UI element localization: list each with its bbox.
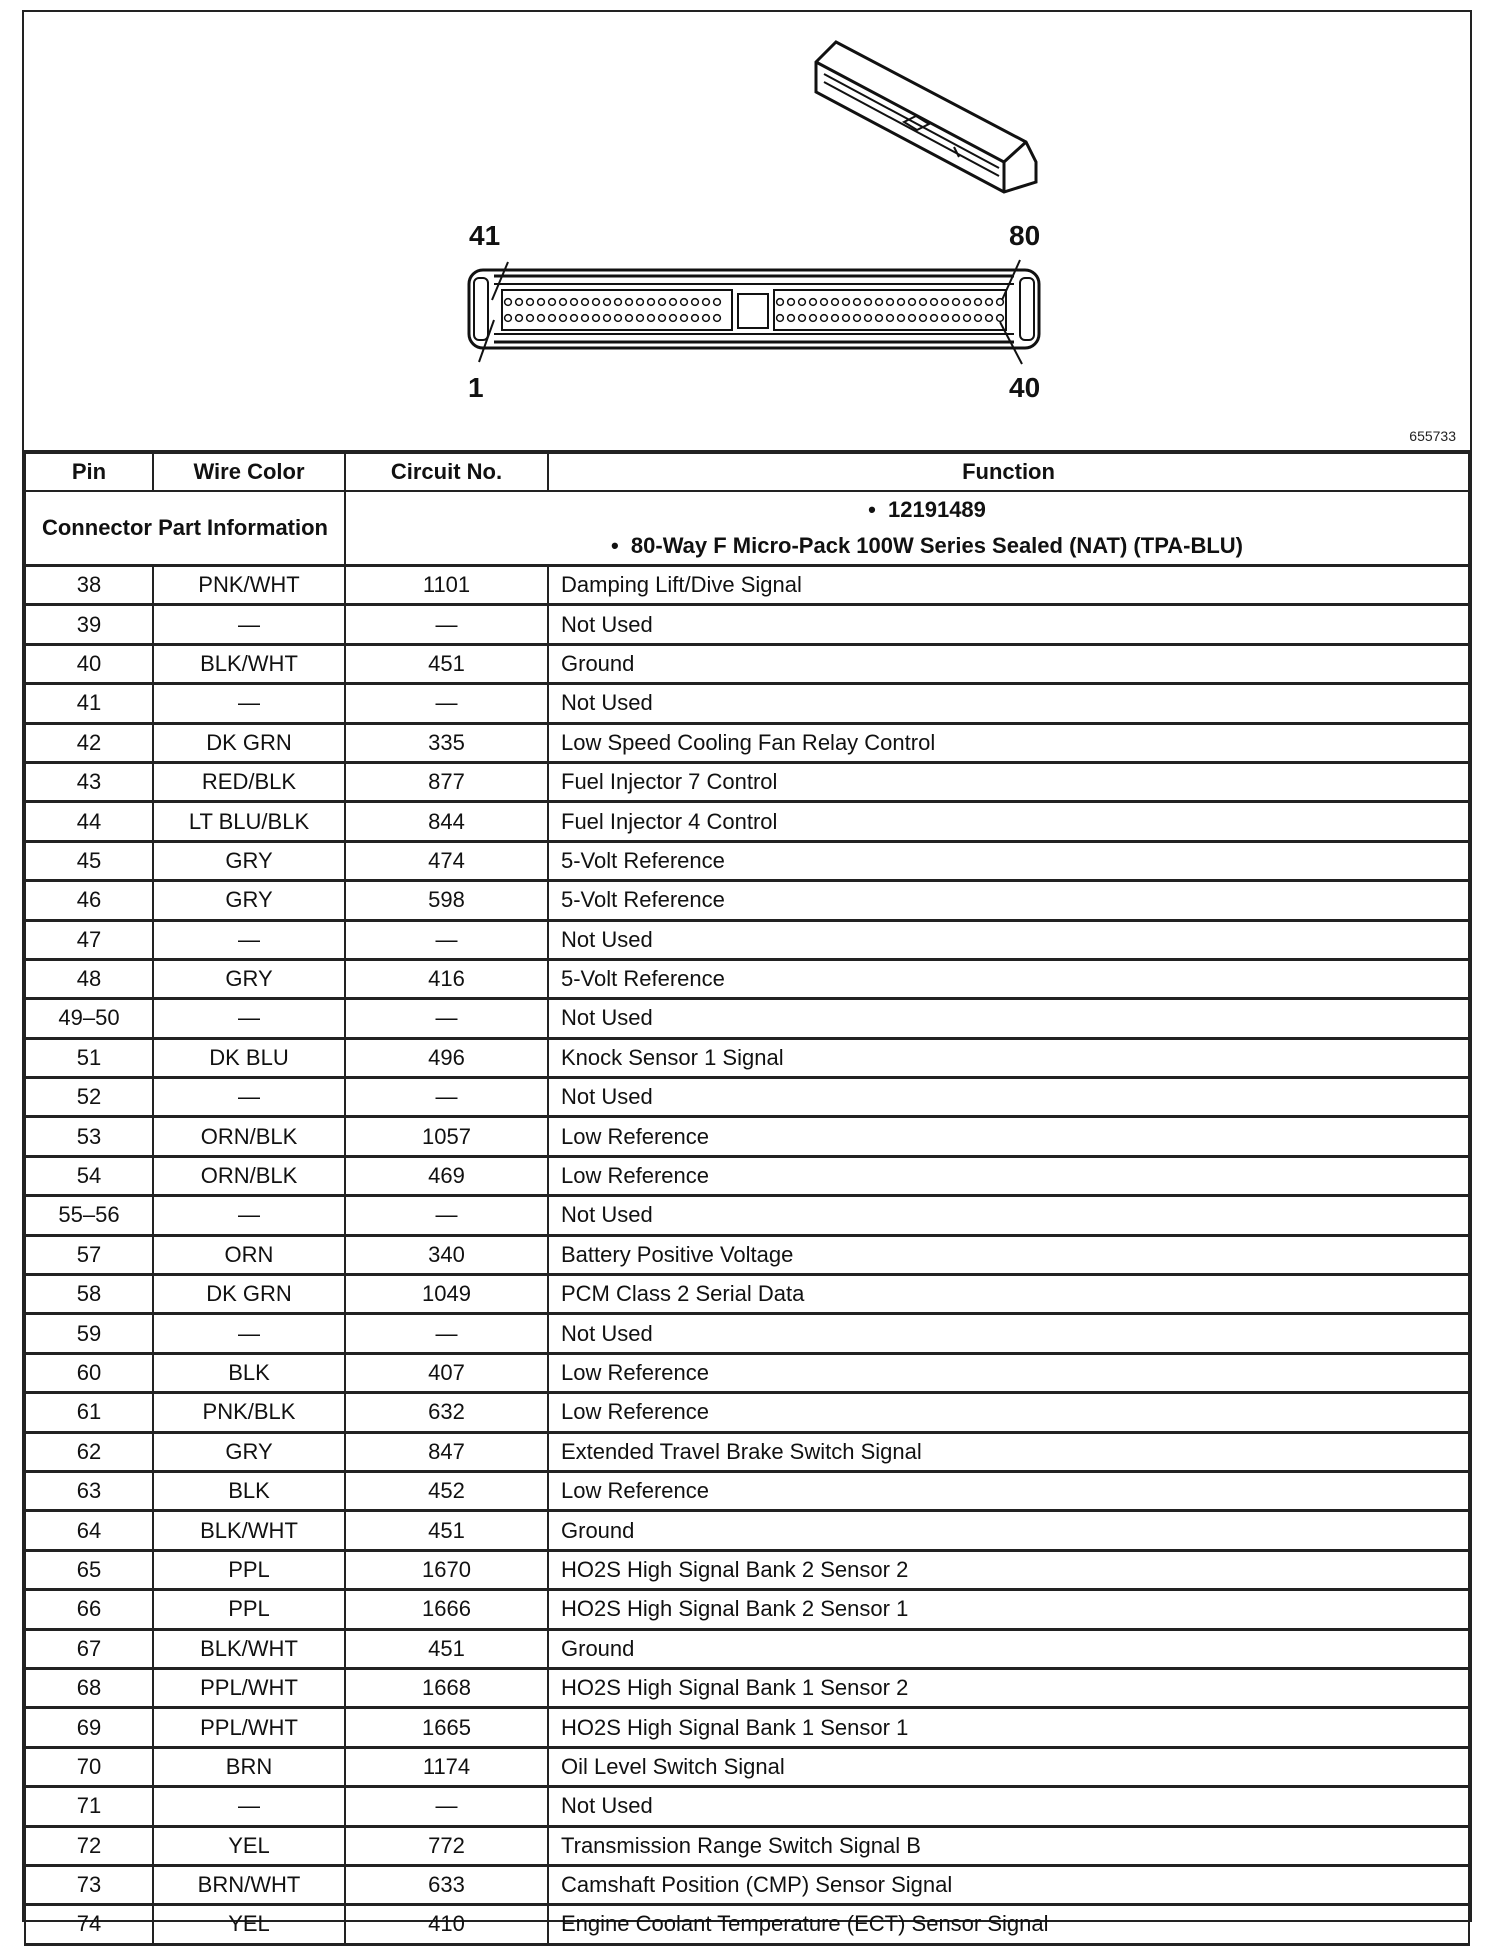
cell-pin: 46 (25, 881, 153, 920)
table-row (25, 1629, 1469, 1668)
cell-wire-color: YEL (153, 1826, 345, 1865)
cell-function: PCM Class 2 Serial Data (548, 1275, 1469, 1314)
cell-function: Not Used (548, 1196, 1469, 1235)
cell-wire-color: — (153, 1787, 345, 1826)
cell-function: Low Reference (548, 1117, 1469, 1156)
cell-function: Not Used (548, 1787, 1469, 1826)
cell-function: 5-Volt Reference (548, 841, 1469, 880)
cell-pin: 69 (25, 1708, 153, 1747)
cell-pin: 61 (25, 1393, 153, 1432)
table-row (25, 1314, 1469, 1353)
table-header (25, 453, 1469, 491)
cell-function: Not Used (548, 999, 1469, 1038)
cell-circuit: 598 (345, 881, 548, 920)
cell-pin: 65 (25, 1550, 153, 1589)
cell-circuit: 496 (345, 1038, 548, 1077)
cell-circuit: 416 (345, 959, 548, 998)
cell-circuit: 1057 (345, 1117, 548, 1156)
cell-wire-color: GRY (153, 1432, 345, 1471)
cell-function: Ground (548, 1629, 1469, 1668)
cell-wire-color: PPL (153, 1590, 345, 1629)
cell-pin: 40 (25, 644, 153, 683)
cell-circuit: — (345, 1078, 548, 1117)
cell-circuit: 632 (345, 1393, 548, 1432)
cell-wire-color: PNK/BLK (153, 1393, 345, 1432)
connector-part-number: • 12191489 (386, 492, 1468, 528)
cell-function: HO2S High Signal Bank 2 Sensor 2 (548, 1550, 1469, 1589)
cell-circuit: 1665 (345, 1708, 548, 1747)
table-row (25, 1117, 1469, 1156)
cell-function: Engine Coolant Temperature (ECT) Sensor Signal (548, 1905, 1469, 1944)
cell-pin: 59 (25, 1314, 153, 1353)
cell-function: Low Reference (548, 1471, 1469, 1510)
cell-wire-color: GRY (153, 841, 345, 880)
cell-wire-color: BLK (153, 1353, 345, 1392)
cell-pin: 74 (25, 1905, 153, 1944)
cell-circuit: 633 (345, 1865, 548, 1904)
cell-circuit: 451 (345, 1629, 548, 1668)
pin-label-41: 41 (469, 220, 501, 251)
cell-pin: 60 (25, 1353, 153, 1392)
table-row (25, 1747, 1469, 1786)
cell-circuit: 1049 (345, 1275, 548, 1314)
table-row (25, 1235, 1469, 1274)
cell-wire-color: BLK/WHT (153, 1629, 345, 1668)
cell-circuit: 451 (345, 1511, 548, 1550)
cell-wire-color: PPL (153, 1550, 345, 1589)
cell-wire-color: — (153, 920, 345, 959)
cell-circuit: 469 (345, 1156, 548, 1195)
cell-pin: 66 (25, 1590, 153, 1629)
cell-function: Ground (548, 1511, 1469, 1550)
cell-pin: 64 (25, 1511, 153, 1550)
table-row (25, 684, 1469, 723)
cell-wire-color: DK GRN (153, 1275, 345, 1314)
cell-wire-color: BRN (153, 1747, 345, 1786)
cell-function: Extended Travel Brake Switch Signal (548, 1432, 1469, 1471)
cell-pin: 54 (25, 1156, 153, 1195)
pinout-table (24, 452, 1470, 1946)
cell-pin: 70 (25, 1747, 153, 1786)
cell-function: Not Used (548, 605, 1469, 644)
table-row (25, 1471, 1469, 1510)
table-row (25, 644, 1469, 683)
table-row (25, 1905, 1469, 1944)
table-row (25, 1393, 1469, 1432)
connector-info-label: Connector Part Information (25, 491, 345, 566)
cell-wire-color: — (153, 1314, 345, 1353)
cell-pin: 44 (25, 802, 153, 841)
cell-wire-color: ORN/BLK (153, 1117, 345, 1156)
cell-function: Transmission Range Switch Signal B (548, 1826, 1469, 1865)
table-row (25, 999, 1469, 1038)
cell-circuit: — (345, 1787, 548, 1826)
cell-circuit: 335 (345, 723, 548, 762)
cell-function: Low Reference (548, 1353, 1469, 1392)
cell-circuit: 451 (345, 644, 548, 683)
connector-info-values (345, 491, 1469, 566)
cell-wire-color: ORN (153, 1235, 345, 1274)
cell-wire-color: BLK (153, 1471, 345, 1510)
pin-label-40: 40 (1009, 372, 1041, 403)
cell-function: Knock Sensor 1 Signal (548, 1038, 1469, 1077)
cell-function: HO2S High Signal Bank 2 Sensor 1 (548, 1590, 1469, 1629)
header-pin: Pin (25, 453, 153, 491)
connector-sheet (22, 10, 1472, 1937)
cell-circuit: 407 (345, 1353, 548, 1392)
cell-pin: 55–56 (25, 1196, 153, 1235)
cell-pin: 41 (25, 684, 153, 723)
table-row (25, 1865, 1469, 1904)
cell-pin: 72 (25, 1826, 153, 1865)
cell-function: Camshaft Position (CMP) Sensor Signal (548, 1865, 1469, 1904)
table-row (25, 762, 1469, 801)
connector-info-row (25, 491, 1469, 566)
cell-wire-color: ORN/BLK (153, 1156, 345, 1195)
connector-illustration (24, 12, 1470, 448)
cell-pin: 42 (25, 723, 153, 762)
cell-circuit: 474 (345, 841, 548, 880)
cell-wire-color: GRY (153, 959, 345, 998)
table-row (25, 1275, 1469, 1314)
cell-circuit: 410 (345, 1905, 548, 1944)
cell-circuit: 847 (345, 1432, 548, 1471)
figure-id: 655733 (1409, 428, 1456, 444)
table-row (25, 566, 1469, 605)
cell-function: 5-Volt Reference (548, 959, 1469, 998)
cell-pin: 68 (25, 1668, 153, 1707)
cell-pin: 73 (25, 1865, 153, 1904)
cell-wire-color: — (153, 605, 345, 644)
header-wire-color: Wire Color (153, 453, 345, 491)
connector-3d-view (816, 42, 1036, 192)
cell-function: Ground (548, 644, 1469, 683)
cell-circuit: 1670 (345, 1550, 548, 1589)
cell-wire-color: — (153, 999, 345, 1038)
cell-circuit: 1668 (345, 1668, 548, 1707)
cell-function: Battery Positive Voltage (548, 1235, 1469, 1274)
table-row (25, 1668, 1469, 1707)
cell-function: Low Reference (548, 1156, 1469, 1195)
table-row (25, 1078, 1469, 1117)
table-row (25, 1196, 1469, 1235)
table-row (25, 1353, 1469, 1392)
cell-function: Fuel Injector 4 Control (548, 802, 1469, 841)
table-row (25, 1708, 1469, 1747)
cell-pin: 63 (25, 1471, 153, 1510)
pin-label-1: 1 (468, 372, 484, 403)
cell-pin: 43 (25, 762, 153, 801)
cell-wire-color: DK GRN (153, 723, 345, 762)
cell-pin: 49–50 (25, 999, 153, 1038)
cell-function: Oil Level Switch Signal (548, 1747, 1469, 1786)
cell-circuit: — (345, 1196, 548, 1235)
cell-wire-color: — (153, 1078, 345, 1117)
cell-wire-color: YEL (153, 1905, 345, 1944)
connector-description: • 80-Way F Micro-Pack 100W Series Sealed (NAT) (TPA-BLU) (386, 528, 1468, 564)
cell-circuit: — (345, 920, 548, 959)
cell-function: HO2S High Signal Bank 1 Sensor 2 (548, 1668, 1469, 1707)
cell-function: Fuel Injector 7 Control (548, 762, 1469, 801)
cell-pin: 48 (25, 959, 153, 998)
table-row (25, 1156, 1469, 1195)
cell-circuit: — (345, 605, 548, 644)
cell-pin: 47 (25, 920, 153, 959)
table-row (25, 1826, 1469, 1865)
cell-wire-color: LT BLU/BLK (153, 802, 345, 841)
cell-circuit: — (345, 684, 548, 723)
cell-pin: 71 (25, 1787, 153, 1826)
cell-wire-color: BLK/WHT (153, 644, 345, 683)
cell-circuit: 1101 (345, 566, 548, 605)
cell-circuit: — (345, 1314, 548, 1353)
table-row (25, 1787, 1469, 1826)
cell-pin: 57 (25, 1235, 153, 1274)
cell-function: Not Used (548, 920, 1469, 959)
cell-function: Not Used (548, 1078, 1469, 1117)
cell-pin: 45 (25, 841, 153, 880)
cell-pin: 52 (25, 1078, 153, 1117)
cell-wire-color: BLK/WHT (153, 1511, 345, 1550)
cell-wire-color: — (153, 684, 345, 723)
table-row (25, 841, 1469, 880)
cell-function: 5-Volt Reference (548, 881, 1469, 920)
cell-wire-color: BRN/WHT (153, 1865, 345, 1904)
table-row (25, 920, 1469, 959)
connector-face-view (469, 260, 1039, 364)
cell-wire-color: PPL/WHT (153, 1708, 345, 1747)
cell-function: Not Used (548, 1314, 1469, 1353)
cell-function: Not Used (548, 684, 1469, 723)
cell-wire-color: — (153, 1196, 345, 1235)
cell-wire-color: RED/BLK (153, 762, 345, 801)
cell-circuit: 844 (345, 802, 548, 841)
cell-circuit: 1666 (345, 1590, 548, 1629)
cell-wire-color: PNK/WHT (153, 566, 345, 605)
cell-pin: 51 (25, 1038, 153, 1077)
cell-function: Damping Lift/Dive Signal (548, 566, 1469, 605)
table-row (25, 723, 1469, 762)
cell-pin: 53 (25, 1117, 153, 1156)
table-row (25, 1038, 1469, 1077)
cell-circuit: 772 (345, 1826, 548, 1865)
cell-pin: 62 (25, 1432, 153, 1471)
cell-circuit: 877 (345, 762, 548, 801)
cell-circuit: 340 (345, 1235, 548, 1274)
cell-pin: 67 (25, 1629, 153, 1668)
cell-wire-color: DK BLU (153, 1038, 345, 1077)
cell-circuit: 1174 (345, 1747, 548, 1786)
header-function: Function (548, 453, 1469, 491)
pin-label-80: 80 (1009, 220, 1041, 251)
table-row (25, 605, 1469, 644)
table-row (25, 881, 1469, 920)
cell-pin: 39 (25, 605, 153, 644)
cell-pin: 38 (25, 566, 153, 605)
table-row (25, 1550, 1469, 1589)
cell-pin: 58 (25, 1275, 153, 1314)
table-row (25, 1511, 1469, 1550)
table-row (25, 1590, 1469, 1629)
cell-function: Low Reference (548, 1393, 1469, 1432)
table-row (25, 1432, 1469, 1471)
cell-circuit: 452 (345, 1471, 548, 1510)
connector-figure (24, 12, 1470, 452)
table-row (25, 959, 1469, 998)
cell-function: HO2S High Signal Bank 1 Sensor 1 (548, 1708, 1469, 1747)
table-row (25, 802, 1469, 841)
cell-wire-color: GRY (153, 881, 345, 920)
header-circuit: Circuit No. (345, 453, 548, 491)
cell-circuit: — (345, 999, 548, 1038)
cell-wire-color: PPL/WHT (153, 1668, 345, 1707)
cell-function: Low Speed Cooling Fan Relay Control (548, 723, 1469, 762)
